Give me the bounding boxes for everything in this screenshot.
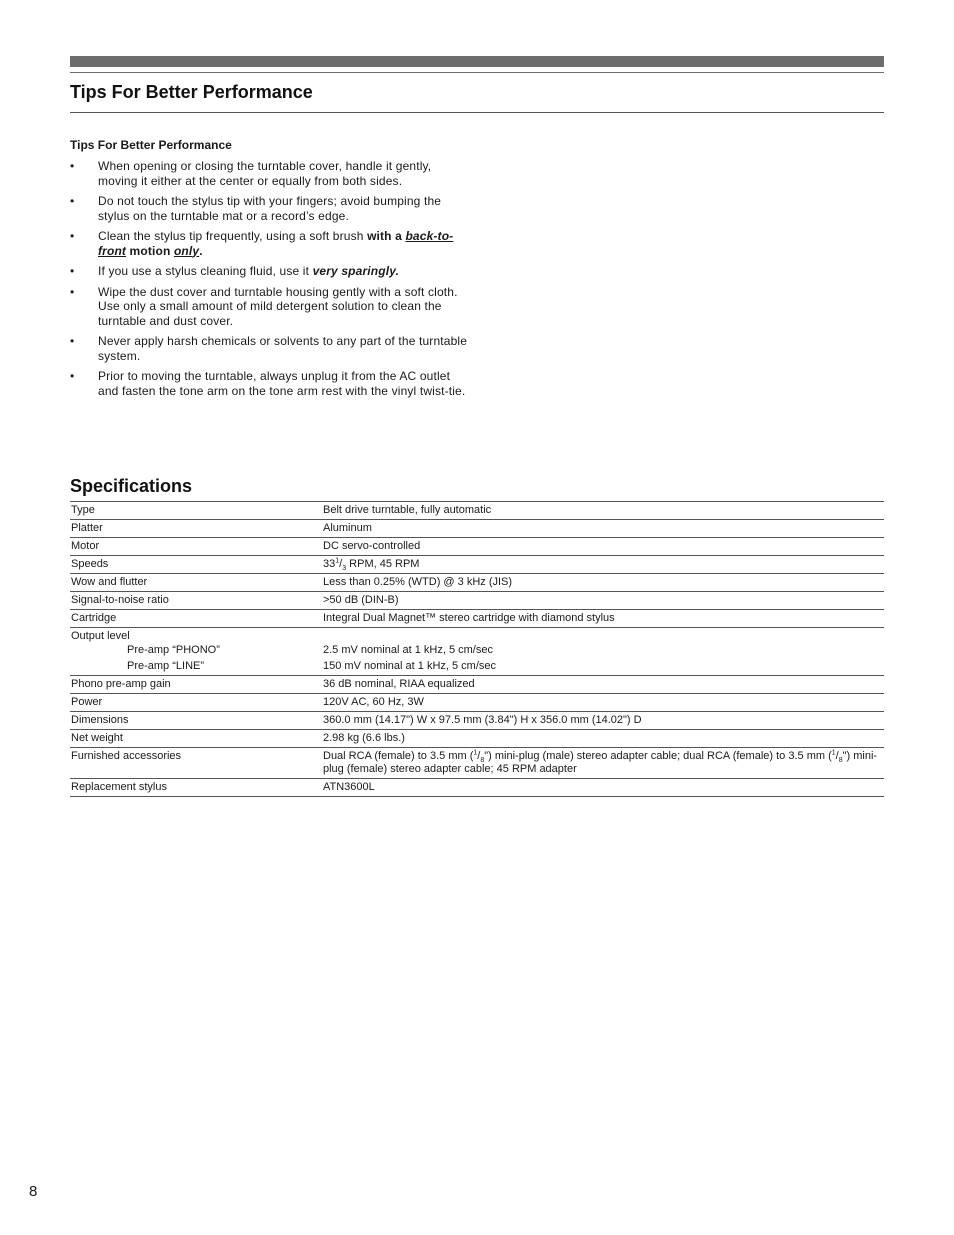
- list-item: [70, 264, 470, 279]
- list-item: [70, 285, 470, 329]
- spec-label: Speeds: [71, 558, 109, 570]
- spec-value: Belt drive turntable, fully automatic: [323, 504, 492, 516]
- header-rule: [70, 72, 884, 73]
- header-bar: [70, 56, 884, 67]
- table-row: [70, 779, 884, 797]
- page-number: 8: [29, 1183, 38, 1200]
- table-row: [70, 501, 884, 520]
- specifications-heading: Specifications: [70, 476, 193, 496]
- spec-value: 360.0 mm (14.17") W x 97.5 mm (3.84") H x 356.0 mm (14.02") D: [323, 714, 642, 726]
- spec-value: Less than 0.25% (WTD) @ 3 kHz (JIS): [323, 576, 513, 588]
- table-row: [70, 520, 884, 538]
- spec-label: Power: [71, 696, 103, 708]
- specifications-table: [70, 501, 884, 797]
- bullet: •: [70, 159, 75, 173]
- list-item: [70, 159, 470, 188]
- table-row: [70, 748, 884, 779]
- list-item: [70, 194, 470, 223]
- table-row: [70, 538, 884, 556]
- spec-value: 2.5 mV nominal at 1 kHz, 5 cm/sec: [323, 644, 493, 656]
- tips-heading-rule: [70, 112, 884, 113]
- tip-text: Do not touch the stylus tip with your fingers; avoid bumping the stylus on the turntable mat or a record’s edge.: [98, 194, 442, 223]
- table-row: [70, 712, 884, 730]
- tips-list: [70, 159, 470, 404]
- spec-label: Type: [71, 504, 95, 516]
- bullet: •: [70, 264, 75, 278]
- bullet: •: [70, 194, 75, 208]
- tip-text: Wipe the dust cover and turntable housing gently with a soft cloth. Use only a small amount of mild detergent solution to clean the turntable and dust cover.: [98, 284, 458, 328]
- bullet: •: [70, 334, 75, 348]
- spec-value: 36 dB nominal, RIAA equalized: [323, 678, 475, 690]
- spec-label: Furnished accessories: [71, 750, 182, 762]
- spec-value: $33^1/_3$ RPM, 45 RPM: [323, 557, 420, 573]
- spec-value: 150 mV nominal at 1 kHz, 5 cm/sec: [323, 660, 497, 672]
- spec-value: DC servo-controlled: [323, 540, 421, 552]
- spec-value: >50 dB (DIN-B): [323, 594, 399, 606]
- spec-label: Phono pre-amp gain: [71, 678, 171, 690]
- spec-label: Motor: [71, 540, 100, 552]
- tips-subheading: Tips For Better Performance: [70, 138, 232, 152]
- tip-text: If you use a stylus cleaning fluid, use it very sparingly.: [98, 264, 400, 278]
- spec-label: Dimensions: [71, 714, 129, 726]
- spec-label: Wow and flutter: [71, 576, 148, 588]
- table-row: [70, 574, 884, 592]
- spec-sublabel: Pre-amp “PHONO”: [127, 644, 220, 656]
- tip-text: Prior to moving the turntable, always unplug it from the AC outlet and fasten the tone arm on the tone arm rest with the vinyl twist-tie.: [98, 369, 466, 398]
- bullet: •: [70, 284, 75, 299]
- spec-label: Output level: [71, 630, 130, 642]
- spec-label: Cartridge: [71, 612, 117, 624]
- table-row: [70, 556, 884, 574]
- table-row: [70, 676, 884, 694]
- spec-label: Signal-to-noise ratio: [71, 594, 169, 606]
- spec-label: Net weight: [71, 732, 123, 744]
- spec-value: Dual RCA (female) to 3.5 mm $(^1/_8")$ mini-plug (male) stereo adapter cable; dual RCA (female) to 3.5 mm $(^1/_8")$ mini-plug (female) stereo adapter cable; 45 RPM adapter: [323, 749, 878, 775]
- list-item: [70, 334, 470, 363]
- bullet: •: [70, 369, 75, 383]
- spec-value: ATN3600L: [323, 781, 375, 793]
- bullet: •: [70, 229, 75, 243]
- table-row: [70, 730, 884, 748]
- tip-text: Clean the stylus tip frequently, using a soft brush with a back-to-front motion only.: [98, 229, 454, 258]
- table-row: [70, 610, 884, 628]
- tip-text: When opening or closing the turntable cover, handle it gently, moving it either at the center or equally from both sides.: [98, 159, 432, 188]
- list-item: [70, 369, 470, 398]
- spec-sublabel: Pre-amp “LINE”: [127, 660, 205, 672]
- table-row: [70, 628, 884, 676]
- spec-value: Integral Dual Magnet™ stereo cartridge with diamond stylus: [323, 612, 615, 624]
- table-row: [70, 694, 884, 712]
- spec-value: Aluminum: [323, 522, 372, 534]
- spec-value: 2.98 kg (6.6 lbs.): [323, 732, 405, 744]
- tips-heading: Tips For Better Performance: [70, 82, 313, 102]
- list-item: [70, 229, 470, 258]
- table-row: [70, 592, 884, 610]
- spec-value: 120V AC, 60 Hz, 3W: [323, 696, 424, 708]
- spec-label: Platter: [71, 522, 103, 534]
- tip-text: Never apply harsh chemicals or solvents to any part of the turntable system.: [98, 334, 468, 363]
- spec-label: Replacement stylus: [71, 781, 167, 793]
